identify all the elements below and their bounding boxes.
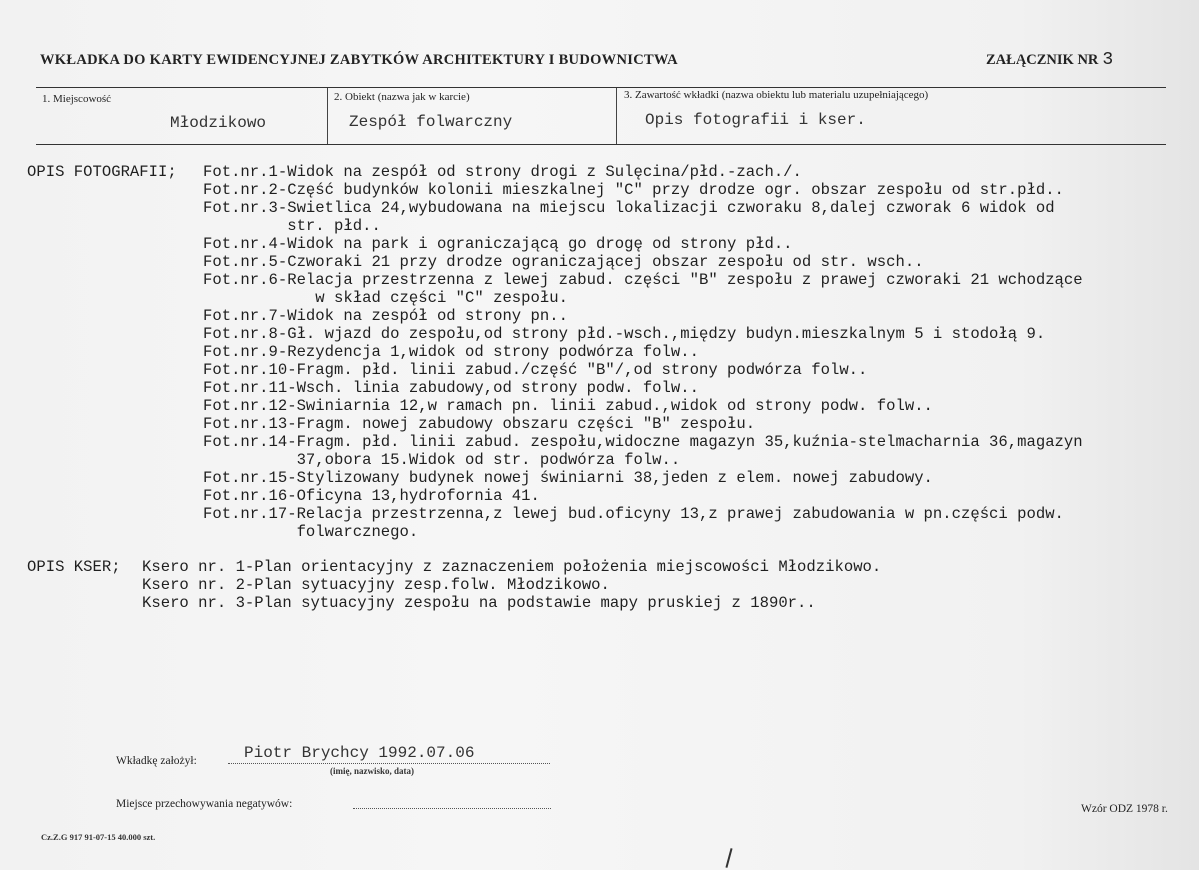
photo-line: Fot.nr.11-Wsch. linia zabudowy,od strony podw. folw.. bbox=[203, 379, 699, 397]
photos-heading: OPIS FOTOGRAFII; bbox=[27, 163, 177, 181]
author-label: Wkładkę założył: bbox=[116, 755, 197, 767]
photo-line: Fot.nr.1-Widok na zespół od strony drogi z Sulęcina/płd.-zach./. bbox=[203, 163, 802, 181]
scan-mark bbox=[725, 848, 732, 868]
photo-line: str. płd.. bbox=[203, 217, 381, 235]
photo-line: w skład części "C" zespołu. bbox=[203, 289, 568, 307]
photo-line: Fot.nr.16-Oficyna 13,hydrofornia 41. bbox=[203, 487, 540, 505]
photo-line: Fot.nr.10-Fragm. płd. linii zabud./część "B"/,od strony podwórza folw.. bbox=[203, 361, 868, 379]
field-label-contents: 3. Zawartość wkładki (nazwa obiektu lub materialu uzupełniającego) bbox=[624, 89, 929, 101]
photo-line: Fot.nr.3-Swietlica 24,wybudowana na miejscu lokalizacji czworaku 8,dalej czworak 6 widok od bbox=[203, 199, 1055, 217]
author-line bbox=[228, 763, 550, 764]
photo-line: Fot.nr.9-Rezydencja 1,widok od strony podwórza folw.. bbox=[203, 343, 699, 361]
annex-number: 3 bbox=[1102, 50, 1114, 70]
xero-line: Ksero nr. 2-Plan sytuacyjny zesp.folw. Młodzikowo. bbox=[142, 576, 610, 594]
header-rule-top bbox=[36, 87, 1166, 88]
field-value-locality: Młodzikowo bbox=[170, 114, 267, 132]
author-caption: (imię, nazwisko, data) bbox=[330, 766, 414, 776]
photo-line: Fot.nr.7-Widok na zespół od strony pn.. bbox=[203, 307, 568, 325]
annex-label-text: ZAŁĄCZNIK NR bbox=[986, 52, 1099, 68]
photo-line: Fot.nr.5-Czworaki 21 przy drodze ograniczającej obszar zespołu od str. wsch.. bbox=[203, 253, 924, 271]
photo-line: folwarcznego. bbox=[203, 523, 419, 541]
photo-line: Fot.nr.4-Widok na park i ograniczającą go drogę od strony płd.. bbox=[203, 235, 793, 253]
photo-line: Fot.nr.8-Gł. wjazd do zespołu,od strony płd.-wsch.,między budyn.mieszkalnym 5 i stodołą 9. bbox=[203, 325, 1046, 343]
form-title: WKŁADKA DO KARTY EWIDENCYJNEJ ZABYTKÓW ARCHITEKTURY I BUDOWNICTWA bbox=[40, 52, 678, 68]
column-divider-1 bbox=[327, 88, 328, 144]
print-code: Cz.Z.G 917 91-07-15 40.000 szt. bbox=[41, 832, 156, 842]
xero-line: Ksero nr. 3-Plan sytuacyjny zespołu na podstawie mapy pruskiej z 1890r.. bbox=[142, 594, 816, 612]
photo-line: Fot.nr.15-Stylizowany budynek nowej świniarni 38,jeden z elem. nowej zabudowy. bbox=[203, 469, 933, 487]
photo-line: Fot.nr.2-Część budynków kolonii mieszkalnej "C" przy drodze ogr. obszar zespołu od str.płd.. bbox=[203, 181, 1064, 199]
photo-line: 37,obora 15.Widok od str. podwórza folw.. bbox=[203, 451, 681, 469]
form-version: Wzór ODZ 1978 r. bbox=[1081, 803, 1168, 815]
author-value: Piotr Brychcy 1992.07.06 bbox=[244, 744, 475, 762]
photo-line: Fot.nr.14-Fragm. płd. linii zabud. zespołu,widoczne magazyn 35,kuźnia-stelmacharnia 36,magazyn bbox=[203, 433, 1083, 451]
header-rule-bottom bbox=[36, 144, 1166, 145]
column-divider-2 bbox=[616, 88, 617, 144]
photo-line: Fot.nr.6-Relacja przestrzenna z lewej zabud. części "B" zespołu z prawej czworaki 21 wchodzące bbox=[203, 271, 1083, 289]
negatives-label: Miejsce przechowywania negatywów: bbox=[116, 798, 293, 810]
annex-label bbox=[986, 50, 1113, 70]
xero-line: Ksero nr. 1-Plan orientacyjny z zaznaczeniem położenia miejscowości Młodzikowo. bbox=[142, 558, 882, 576]
negatives-line bbox=[353, 808, 551, 809]
photo-line: Fot.nr.17-Relacja przestrzenna,z lewej bud.oficyny 13,z prawej zabudowania w pn.części podw. bbox=[203, 505, 1064, 523]
xero-heading: OPIS KSER; bbox=[27, 558, 121, 576]
photo-line: Fot.nr.13-Fragm. nowej zabudowy obszaru części "B" zespołu. bbox=[203, 415, 756, 433]
field-value-contents: Opis fotografii i kser. bbox=[645, 111, 866, 129]
field-label-object: 2. Obiekt (nazwa jak w karcie) bbox=[334, 91, 470, 103]
field-label-locality: 1. Miejscowość bbox=[42, 93, 112, 105]
field-value-object: Zespół folwarczny bbox=[349, 113, 513, 131]
photo-line: Fot.nr.12-Swiniarnia 12,w ramach pn. linii zabud.,widok od strony podw. folw.. bbox=[203, 397, 933, 415]
